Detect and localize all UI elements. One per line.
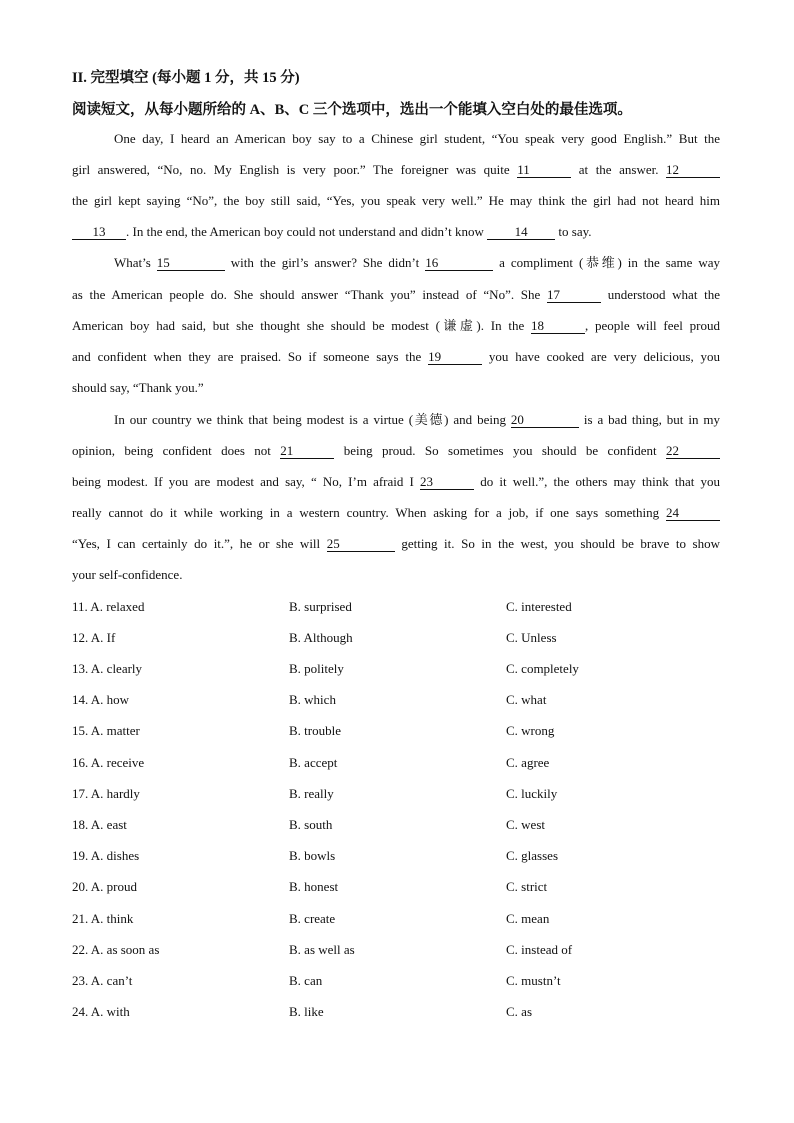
- option-a[interactable]: 11. A. relaxed: [72, 599, 145, 614]
- option-c[interactable]: C. glasses: [506, 848, 558, 863]
- blank-17[interactable]: 17: [547, 288, 601, 303]
- blank-14[interactable]: 14: [487, 225, 555, 240]
- option-c[interactable]: C. strict: [506, 879, 548, 894]
- option-a[interactable]: 18. A. east: [72, 817, 127, 832]
- blank-16[interactable]: 16: [425, 256, 493, 271]
- blank-20[interactable]: 20: [511, 413, 579, 428]
- option-c[interactable]: C. mustn’t: [506, 973, 561, 988]
- blank-13[interactable]: 13: [72, 225, 126, 240]
- passage-line: your self-confidence.: [72, 567, 183, 582]
- option-a[interactable]: 12. A. If: [72, 630, 116, 645]
- blank-11[interactable]: 11: [517, 163, 571, 178]
- option-a[interactable]: 19. A. dishes: [72, 848, 140, 863]
- option-a[interactable]: 24. A. with: [72, 1004, 130, 1019]
- option-c[interactable]: C. Unless: [506, 630, 557, 645]
- passage-line: the girl kept saying “No”, the boy still said, “Yes, you speak very well.” He may think the girl had not heard him: [72, 193, 720, 208]
- blank-22[interactable]: 22: [666, 444, 720, 459]
- passage-line: What’s 15 with the girl’s answer? She didn’t 16 a compliment (恭维) in the same way: [114, 255, 721, 270]
- option-c[interactable]: C. wrong: [506, 723, 555, 738]
- option-b[interactable]: B. surprised: [289, 599, 352, 614]
- blank-24[interactable]: 24: [666, 506, 720, 521]
- option-b[interactable]: B. politely: [289, 661, 344, 676]
- option-b[interactable]: B. which: [289, 692, 336, 707]
- option-c[interactable]: C. what: [506, 692, 547, 707]
- passage-line: and confident when they are praised. So if someone says the 19 you have cooked are very delicious, you: [72, 349, 721, 364]
- passage-line: One day, I heard an American boy say to a Chinese girl student, “You speak very good English.” But the: [114, 131, 720, 146]
- passage-line: should say, “Thank you.”: [72, 380, 204, 395]
- passage-line: really cannot do it while working in a western country. When asking for a job, if one says something 24: [72, 505, 720, 521]
- blank-23[interactable]: 23: [420, 475, 474, 490]
- option-b[interactable]: B. accept: [289, 755, 338, 770]
- option-b[interactable]: B. create: [289, 911, 336, 926]
- option-a[interactable]: 16. A. receive: [72, 755, 145, 770]
- option-a[interactable]: 13. A. clearly: [72, 661, 143, 676]
- blank-19[interactable]: 19: [428, 350, 482, 365]
- option-b[interactable]: B. as well as: [289, 942, 355, 957]
- option-c[interactable]: C. as: [506, 1004, 532, 1019]
- passage-line: opinion, being confident does not 21 being proud. So sometimes you should be confident 22: [72, 443, 720, 459]
- option-a[interactable]: 21. A. think: [72, 911, 134, 926]
- option-b[interactable]: B. Although: [289, 630, 353, 645]
- option-c[interactable]: C. instead of: [506, 942, 573, 957]
- passage-line: “Yes, I can certainly do it.”, he or she will 25 getting it. So in the west, you should be brave to show: [72, 536, 721, 551]
- blank-12[interactable]: 12: [666, 163, 720, 178]
- section-title: II. 完型填空 (每小题 1 分，共 15 分): [72, 70, 300, 86]
- option-c[interactable]: C. completely: [506, 661, 579, 676]
- option-a[interactable]: 23. A. can’t: [72, 973, 133, 988]
- option-c[interactable]: C. interested: [506, 599, 572, 614]
- passage-line: 13 . In the end, the American boy could not understand and didn’t know 14 to say.: [72, 224, 720, 240]
- option-b[interactable]: B. can: [289, 973, 323, 988]
- option-c[interactable]: C. agree: [506, 755, 550, 770]
- option-a[interactable]: 22. A. as soon as: [72, 942, 160, 957]
- option-a[interactable]: 15. A. matter: [72, 723, 140, 738]
- option-a[interactable]: 14. A. how: [72, 692, 130, 707]
- option-b[interactable]: B. south: [289, 817, 333, 832]
- option-c[interactable]: C. luckily: [506, 786, 558, 801]
- option-c[interactable]: C. west: [506, 817, 545, 832]
- blank-18[interactable]: 18: [531, 319, 585, 334]
- option-b[interactable]: B. trouble: [289, 723, 341, 738]
- section-instruction: 阅读短文，从每小题所给的 A、B、C 三个选项中，选出一个能填入空白处的最佳选项。: [72, 102, 632, 118]
- blank-15[interactable]: 15: [157, 256, 225, 271]
- option-b[interactable]: B. bowls: [289, 848, 336, 863]
- passage-line: girl answered, “No, no. My English is very poor.” The foreigner was quite 11 at the answer. 12: [72, 162, 720, 178]
- option-a[interactable]: 17. A. hardly: [72, 786, 140, 801]
- passage-line: as the American people do. She should answer “Thank you” instead of “No”. She 17 understood what the: [72, 287, 721, 302]
- option-a[interactable]: 20. A. proud: [72, 879, 137, 894]
- option-b[interactable]: B. like: [289, 1004, 324, 1019]
- passage-line: In our country we think that being modest is a virtue (美德) and being 20 is a bad thing, but in my: [114, 412, 720, 427]
- option-b[interactable]: B. honest: [289, 879, 339, 894]
- passage-line: American boy had said, but she thought she should be modest (谦虚). In the 18 , people will feel proud: [72, 318, 720, 333]
- passage-line: being modest. If you are modest and say, “ No, I’m afraid I 23 do it well.”, the others may think that you: [72, 474, 721, 489]
- option-c[interactable]: C. mean: [506, 911, 550, 926]
- option-b[interactable]: B. really: [289, 786, 334, 801]
- blank-21[interactable]: 21: [280, 444, 334, 459]
- blank-25[interactable]: 25: [327, 537, 395, 552]
